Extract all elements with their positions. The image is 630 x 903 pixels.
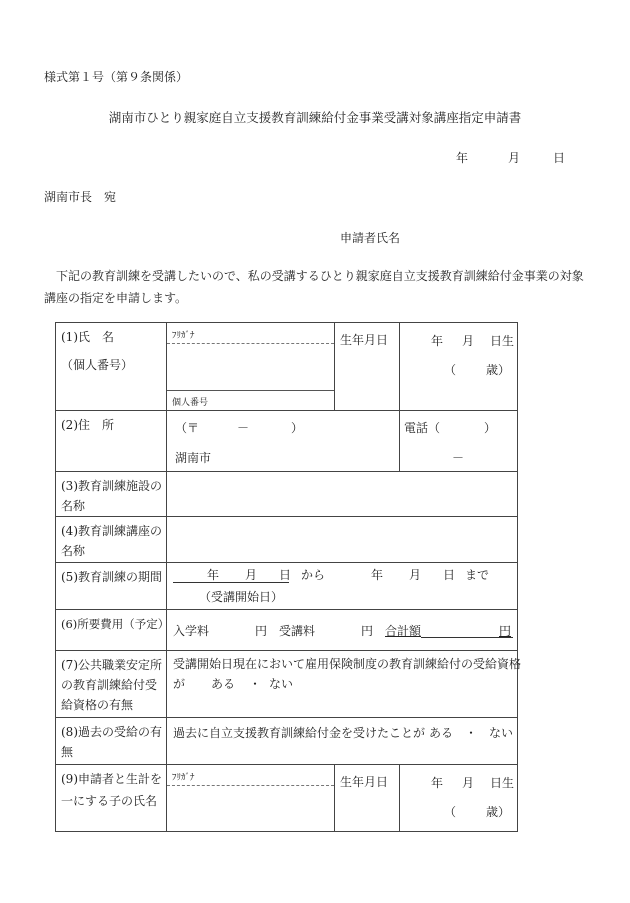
total-yen: 円 [499,624,512,638]
phone-close: ） [484,421,497,435]
start-date-underline [173,582,289,583]
row-employment-eligibility [56,651,518,718]
dob-input-cell[interactable] [400,323,518,411]
until-label: まで [465,568,490,582]
address-label-cell [56,411,167,472]
past-receipt-label-line2: 無 [61,745,74,759]
end-day: 日 [443,568,456,582]
course-label-line2: 名称 [61,544,86,558]
cost-label-cell [56,610,170,651]
cost-label: (6)所要費用（予定） [61,617,170,631]
age-open: （ [444,363,457,377]
past-receipt-yes-option[interactable]: ある [429,726,454,740]
total-label: 合計額 [385,624,422,638]
child-dob-year: 年 [431,776,444,790]
age-close: 歳） [486,363,511,377]
end-year: 年 [371,568,384,582]
period-input-cell[interactable] [167,563,518,610]
row-cost [56,610,518,651]
row-period [56,563,518,610]
past-receipt-input-cell[interactable] [167,718,518,765]
eligibility-ga: が [173,677,186,691]
phone-input-cell[interactable] [400,411,518,472]
city-label: 湖南市 [175,451,212,465]
row-child [56,765,518,832]
dob-day: 日生 [490,334,515,348]
date-day-label: 日 [553,151,566,165]
applicant-name-label: 申請者氏名 [340,231,401,245]
child-label-cell [56,765,167,832]
facility-label-line2: 名称 [61,499,86,513]
postal-open: （〒 [175,421,200,435]
name-label: (1)氏 名 [61,330,114,344]
admission-fee-label: 入学料 [173,624,210,638]
child-dob-label-cell [335,765,400,832]
eligibility-no-option[interactable]: ない [269,677,294,691]
dob-month: 月 [462,334,475,348]
date-month-label: 月 [508,151,521,165]
name-label-cell [56,323,167,411]
child-furigana-label: ﾌﾘｶﾞﾅ [172,773,195,783]
furigana-label: ﾌﾘｶﾞﾅ [172,331,195,341]
facility-label-line1: (3)教育訓練施設の [61,479,162,493]
postal-dash: － [237,421,250,435]
end-month: 月 [409,568,422,582]
start-month: 月 [245,568,258,582]
postal-close: ） [291,421,304,435]
facility-input-cell[interactable] [167,472,518,517]
name-input-cell[interactable] [167,323,335,411]
application-statement: 下記の教育訓練を受講したいので、私の受講するひとり親家庭自立支援教育訓練給付金事業の対象講座の指定を申請します。 [44,269,584,305]
eligibility-label-line2: の教育訓練給付受 [61,678,158,692]
dob-year: 年 [431,334,444,348]
name-field[interactable] [167,343,334,390]
child-age-close: 歳） [486,805,511,819]
address-input-cell[interactable] [167,411,400,472]
admission-yen: 円 [255,624,268,638]
dob-label: 生年月日 [340,333,389,347]
cost-input-cell[interactable] [167,610,518,651]
child-dob-label: 生年月日 [340,775,389,789]
child-dob-input-cell[interactable] [400,765,518,832]
eligibility-label-line3: 給資格の有無 [61,698,134,712]
tuition-label: 受講料 [279,624,316,638]
period-label-cell [56,563,167,610]
personal-number-caption: 個人番号 [172,398,209,408]
past-receipt-separator: ・ [465,726,478,740]
row-course [56,517,518,563]
eligibility-separator: ・ [249,677,262,691]
start-day: 日 [279,568,292,582]
child-name-input-cell[interactable] [167,765,335,832]
child-name-field[interactable] [167,785,334,831]
past-receipt-label-cell [56,718,167,765]
past-receipt-no-option[interactable]: ない [489,726,514,740]
child-dob-day: 日生 [490,776,515,790]
row-past-receipt [56,718,518,765]
personal-number-label: （個人番号） [61,358,134,372]
past-receipt-text: 過去に自立支援教育訓練給付金を受けたことが [173,726,426,740]
child-label-line2: 一にする子の氏名 [61,794,158,808]
from-label: から [301,568,326,582]
child-age-open: （ [444,805,457,819]
address-label: (2)住 所 [61,418,114,432]
eligibility-yes-option[interactable]: ある [211,677,236,691]
dob-label-cell [335,323,400,411]
form-number: 様式第１号（第９条関係） [44,70,189,84]
start-year: 年 [207,568,220,582]
course-label-cell [56,517,167,563]
course-input-cell[interactable] [167,517,518,563]
tuition-yen: 円 [361,624,374,638]
phone-dash: － [452,451,465,465]
child-label-line1: (9)申請者と生計を [61,772,162,786]
application-form-table [55,322,522,832]
personal-number-field[interactable] [167,390,334,410]
start-date-note: （受講開始日） [199,590,284,604]
phone-label: 電話（ [404,421,441,435]
row-address [56,411,518,472]
eligibility-input-cell[interactable] [167,651,522,718]
eligibility-label-line1: (7)公共職業安定所 [61,658,162,672]
document-title: 湖南市ひとり親家庭自立支援教育訓練給付金事業受講対象講座指定申請書 [108,110,522,125]
addressee: 湖南市長 宛 [44,190,117,204]
period-label: (5)教育訓練の期間 [61,570,162,584]
eligibility-text: 受講開始日現在において雇用保険制度の教育訓練給付の受給資格 [173,657,522,671]
row-name [56,323,518,411]
date-year-label: 年 [456,151,469,165]
facility-label-cell [56,472,167,517]
past-receipt-label-line1: (8)過去の受給の有 [61,725,162,739]
row-facility [56,472,518,517]
course-label-line1: (4)教育訓練講座の [61,524,162,538]
eligibility-label-cell [56,651,167,718]
child-dob-month: 月 [462,776,475,790]
